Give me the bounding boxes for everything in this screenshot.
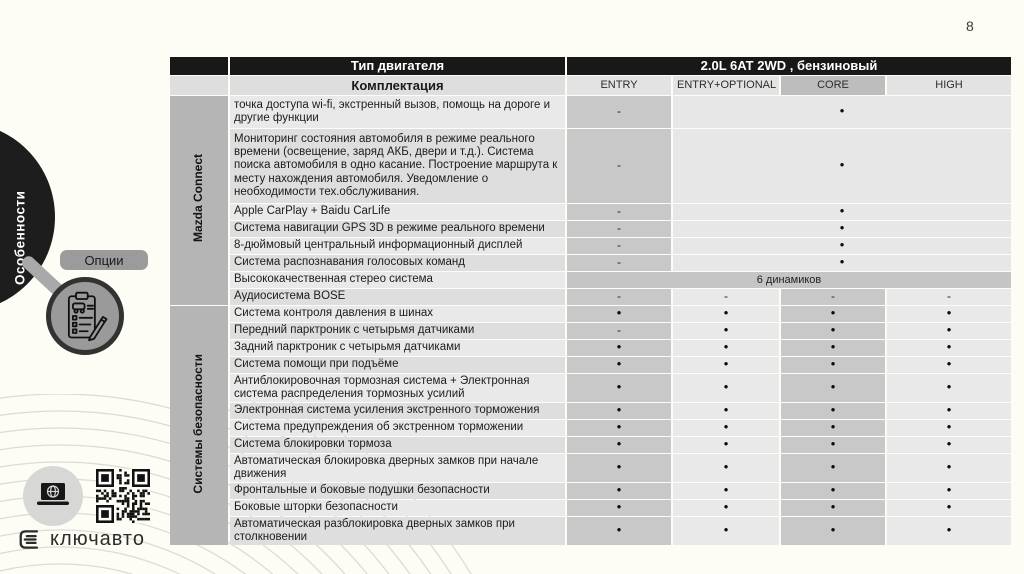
value-cell: •	[673, 454, 779, 482]
table-row	[170, 221, 1011, 237]
value-cell: -	[567, 204, 671, 220]
value-cell: -	[567, 238, 671, 254]
value-cell: •	[567, 403, 671, 419]
options-label: Опции	[84, 252, 124, 268]
laptop-globe-icon	[33, 481, 73, 511]
value-cell: •	[673, 221, 1011, 237]
value-cell: •	[887, 454, 1011, 482]
value-cell: •	[781, 340, 885, 356]
value-cell: •	[887, 500, 1011, 516]
brand-logo-text: ключавто	[50, 528, 145, 550]
qr-code	[96, 469, 150, 523]
value-cell: •	[673, 357, 779, 373]
value-cell: •	[781, 500, 885, 516]
value-cell: •	[673, 323, 779, 339]
feature-name-cell: Система предупреждения об экстренном торможении	[230, 420, 565, 436]
value-cell: •	[887, 420, 1011, 436]
value-cell: •	[673, 500, 779, 516]
table-row	[170, 403, 1011, 419]
feature-name-cell: Задний парктроник с четырьмя датчиками	[230, 340, 565, 356]
value-cell: •	[887, 517, 1011, 545]
table-row	[170, 96, 1011, 128]
feature-name-cell: Мониторинг состояния автомобиля в режиме реального времени (освещение, заряд АКБ, двери и т.д.). Система поиска автомобиля в одно касание. Построение маршрута к месту нахождения автомобиля. Уведомление о необходимости тех.обслуживания.	[230, 129, 565, 203]
website-laptop-badge	[23, 466, 83, 526]
table-row	[170, 454, 1011, 482]
feature-name-cell: Система помощи при подъёме	[230, 357, 565, 373]
value-cell: -	[567, 129, 671, 203]
value-cell: •	[673, 403, 779, 419]
feature-name-cell: Антиблокировочная тормозная система + Электронная система распределения тормозных усилий	[230, 374, 565, 402]
value-cell: •	[673, 374, 779, 402]
value-cell: •	[673, 420, 779, 436]
value-cell: •	[887, 340, 1011, 356]
value-cell: •	[781, 420, 885, 436]
table-row	[170, 500, 1011, 516]
value-cell: •	[673, 255, 1011, 271]
group-label-mazda-connect: Mazda Connect	[170, 96, 228, 305]
feature-name-cell: Автоматическая разблокировка дверных замков при столкновении	[230, 517, 565, 545]
value-cell: -	[567, 323, 671, 339]
value-cell: •	[887, 437, 1011, 453]
value-cell: •	[781, 374, 885, 402]
value-cell: •	[781, 454, 885, 482]
feature-name-cell: точка доступа wi-fi, экстренный вызов, помощь на дороге и другие функции	[230, 96, 565, 128]
feature-name-cell: Система контроля давления в шинах	[230, 306, 565, 322]
value-cell: •	[567, 500, 671, 516]
page-number: 8	[966, 18, 974, 34]
value-cell: •	[673, 96, 1011, 128]
table-row	[170, 437, 1011, 453]
options-icon-circle	[46, 277, 124, 355]
trim-row-label: Комплектация	[230, 76, 565, 95]
value-cell: 6 динамиков	[567, 272, 1011, 288]
table-row	[170, 340, 1011, 356]
table-row	[170, 272, 1011, 288]
table-row	[170, 289, 1011, 305]
feature-name-cell: Фронтальные и боковые подушки безопасности	[230, 483, 565, 499]
table-row	[170, 357, 1011, 373]
engine-value-header: 2.0L 6AT 2WD , бензиновый	[567, 57, 1011, 75]
header-corner-cell	[170, 57, 228, 75]
clipboard-pen-icon	[62, 290, 108, 342]
value-cell: •	[567, 306, 671, 322]
trim-header-entry: ENTRY	[567, 76, 671, 95]
value-cell: •	[673, 437, 779, 453]
value-cell: •	[781, 357, 885, 373]
value-cell: •	[781, 403, 885, 419]
feature-name-cell: Аудиосистема BOSE	[230, 289, 565, 305]
feature-name-cell: Электронная система усиления экстренного торможения	[230, 403, 565, 419]
table-row	[170, 306, 1011, 322]
value-cell: -	[567, 96, 671, 128]
value-cell: •	[887, 403, 1011, 419]
value-cell: •	[673, 483, 779, 499]
feature-name-cell: Система навигации GPS 3D в режиме реального времени	[230, 221, 565, 237]
group-label-safety-systems: Системы безопасности	[170, 306, 228, 545]
value-cell: •	[567, 437, 671, 453]
value-cell: •	[567, 374, 671, 402]
value-cell: •	[567, 517, 671, 545]
value-cell: •	[781, 306, 885, 322]
table-row	[170, 255, 1011, 271]
trim-spec-table	[168, 56, 1013, 546]
value-cell: •	[567, 420, 671, 436]
feature-name-cell: Автоматическая блокировка дверных замков при начале движения	[230, 454, 565, 482]
table-row	[170, 238, 1011, 254]
value-cell: •	[673, 306, 779, 322]
engine-type-header: Тип двигателя	[230, 57, 565, 75]
feature-name-cell: Передний парктроник с четырьмя датчиками	[230, 323, 565, 339]
table-row	[170, 420, 1011, 436]
value-cell: -	[887, 289, 1011, 305]
value-cell: •	[567, 340, 671, 356]
value-cell: •	[673, 517, 779, 545]
value-cell: •	[887, 357, 1011, 373]
trim-header-high: HIGH	[887, 76, 1011, 95]
table-row	[170, 517, 1011, 545]
feature-name-cell: Apple CarPlay + Baidu CarLife	[230, 204, 565, 220]
trim-header-entry-optional: ENTRY+OPTIONAL	[673, 76, 779, 95]
value-cell: •	[673, 204, 1011, 220]
value-cell: •	[673, 340, 779, 356]
options-pill	[60, 250, 148, 270]
value-cell: -	[567, 221, 671, 237]
table-row	[170, 323, 1011, 339]
feature-name-cell: 8-дюймовый центральный информационный дисплей	[230, 238, 565, 254]
table-row	[170, 129, 1011, 203]
trim-header-core: CORE	[781, 76, 885, 95]
value-cell: •	[781, 437, 885, 453]
feature-name-cell: Боковые шторки безопасности	[230, 500, 565, 516]
value-cell: •	[781, 323, 885, 339]
table-row	[170, 204, 1011, 220]
feature-name-cell: Система распознавания голосовых команд	[230, 255, 565, 271]
value-cell: •	[673, 129, 1011, 203]
features-label: Особенности	[12, 190, 28, 286]
table-row	[170, 483, 1011, 499]
value-cell: •	[781, 517, 885, 545]
value-cell: •	[887, 306, 1011, 322]
brand-logo	[16, 526, 145, 553]
value-cell: -	[673, 289, 779, 305]
value-cell: -	[567, 255, 671, 271]
value-cell: •	[567, 454, 671, 482]
value-cell: •	[887, 483, 1011, 499]
feature-name-cell: Система блокировки тормоза	[230, 437, 565, 453]
value-cell: •	[887, 374, 1011, 402]
value-cell: -	[567, 289, 671, 305]
value-cell: •	[567, 357, 671, 373]
table-row	[170, 374, 1011, 402]
value-cell: •	[673, 238, 1011, 254]
value-cell: -	[781, 289, 885, 305]
kluchavto-logo-icon	[16, 526, 43, 553]
feature-name-cell: Высококачественная стерео система	[230, 272, 565, 288]
value-cell: •	[567, 483, 671, 499]
value-cell: •	[781, 483, 885, 499]
value-cell: •	[887, 323, 1011, 339]
trim-corner-cell	[170, 76, 228, 95]
